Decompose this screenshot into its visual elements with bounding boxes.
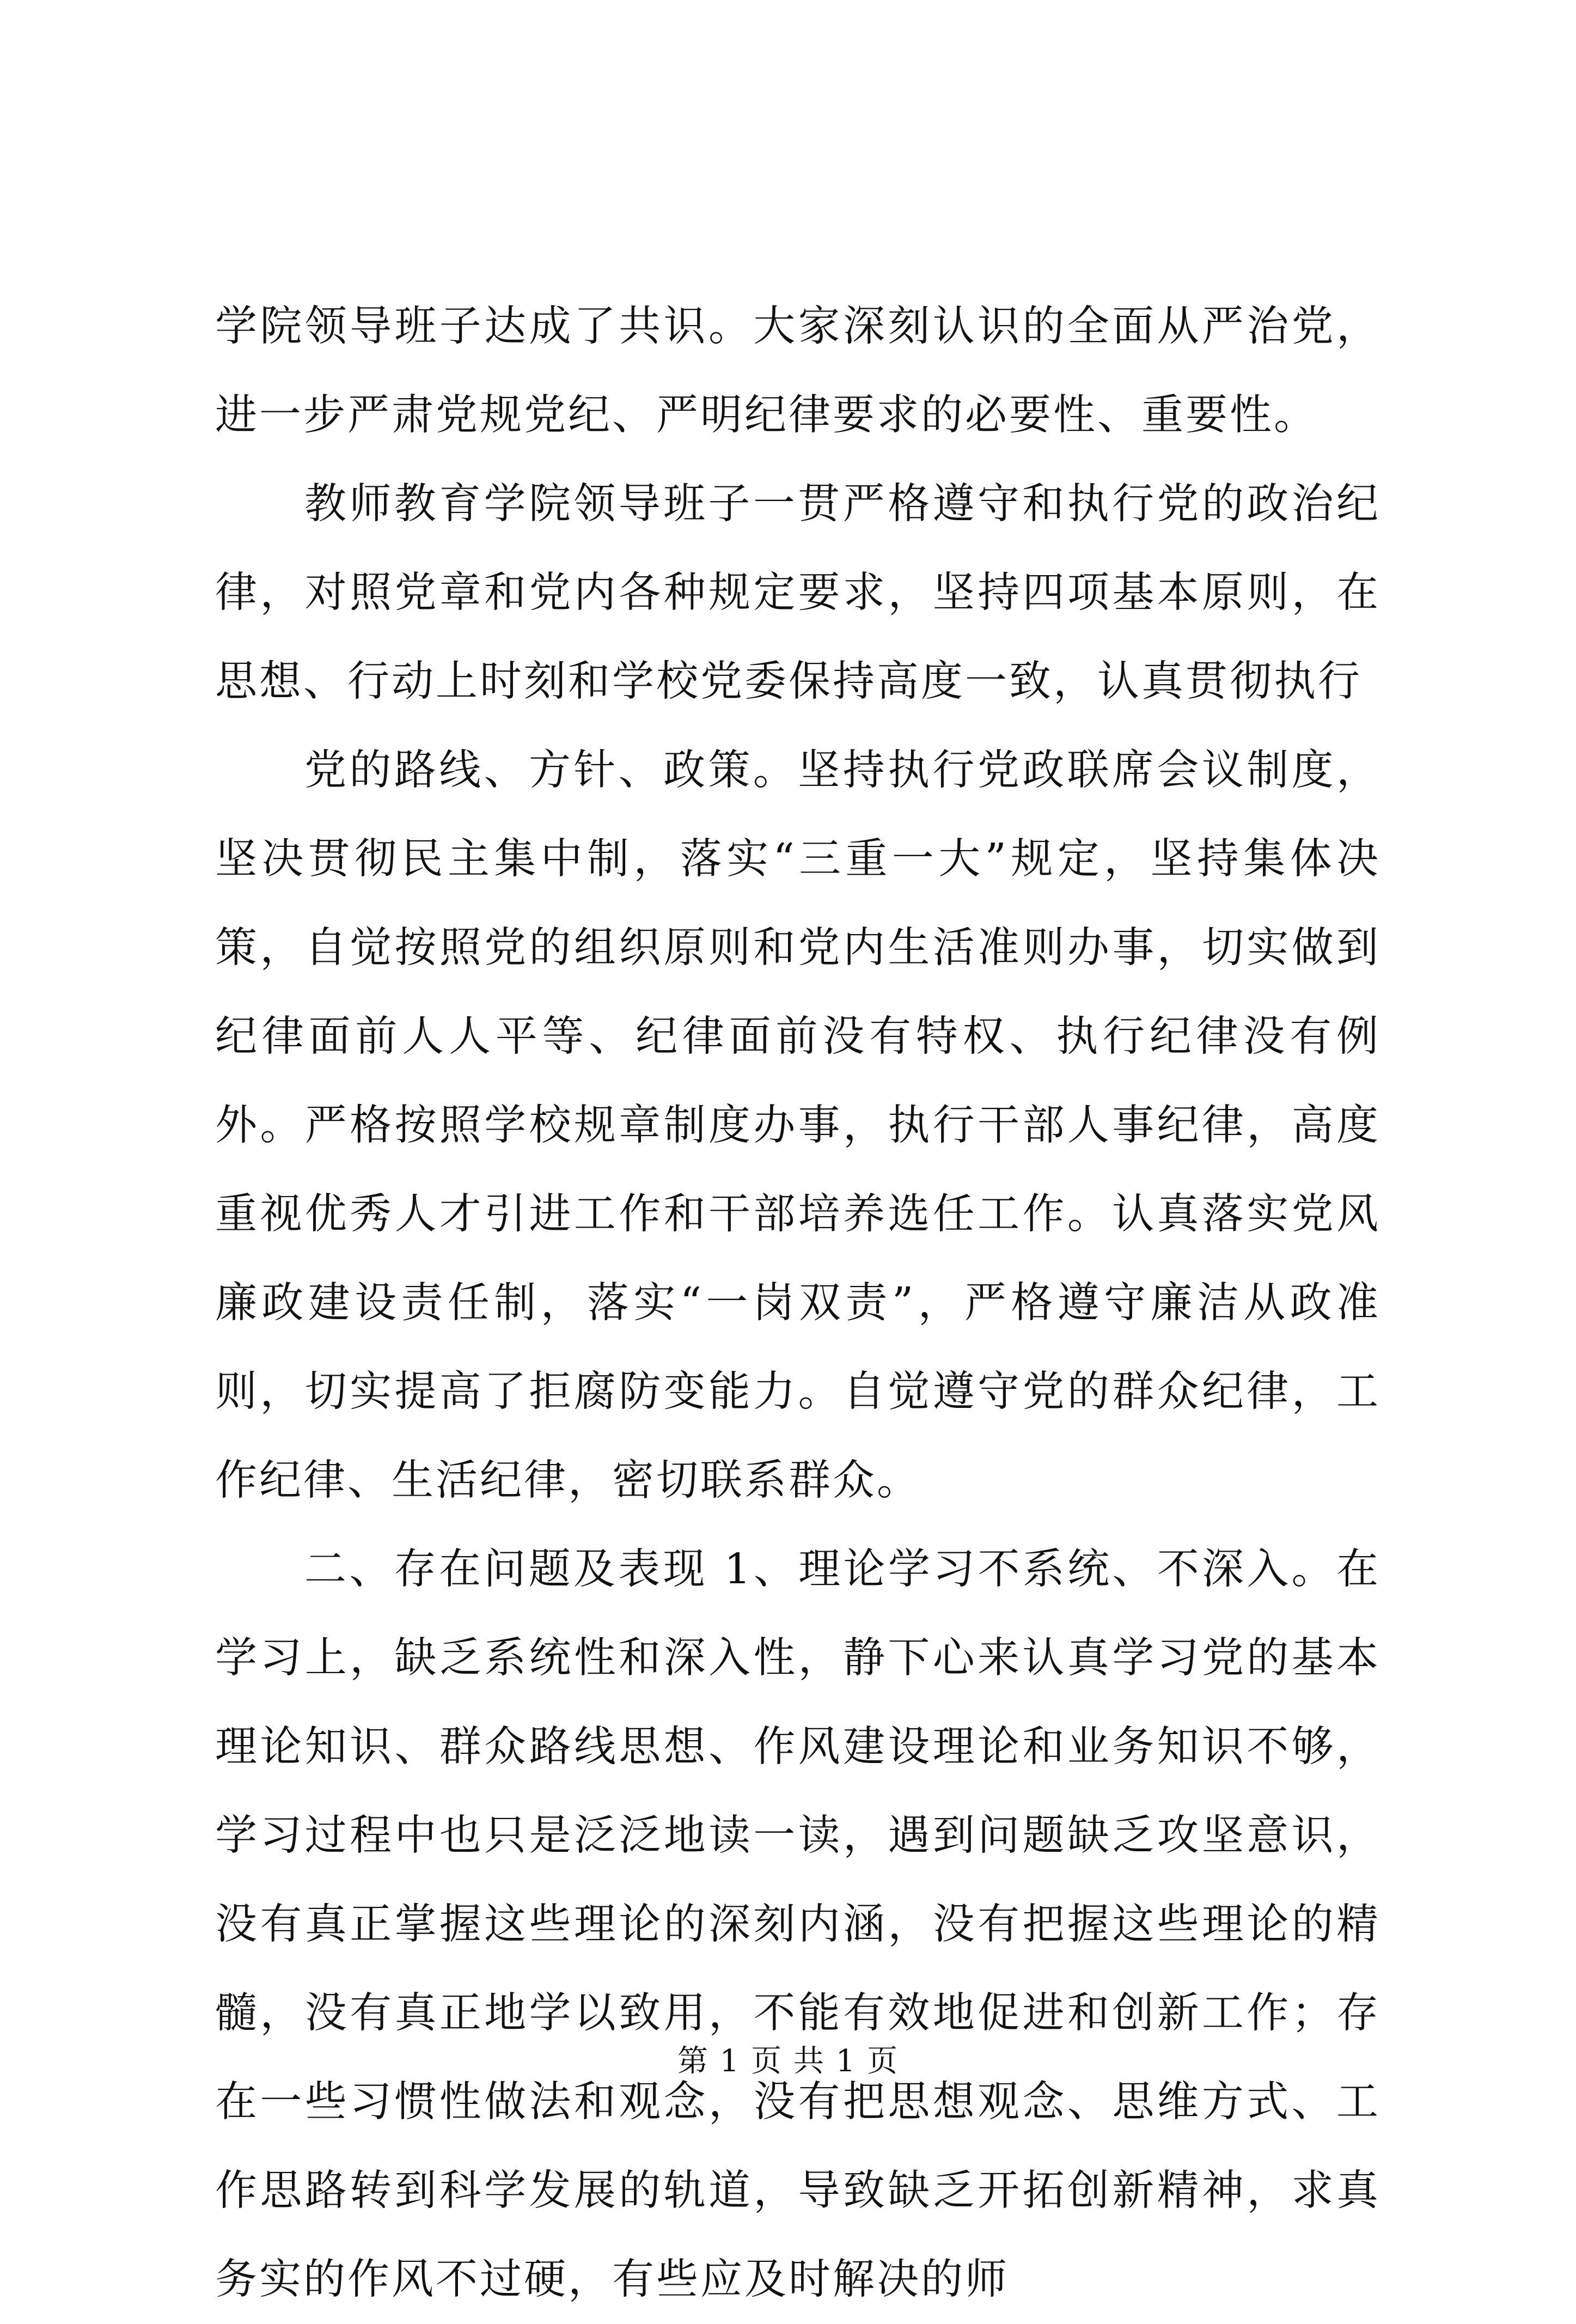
paragraph-3: 党的路线、方针、政策。坚持执行党政联席会议制度，坚决贯彻民主集中制，落实“三重一大”规定，坚持集体决策，自觉按照党的组织原则和党内生活准则办事，切实做到纪律面前人人平等、纪律面前没有特权、执行纪律没有例外。严格按照学校规章制度办事，执行干部人事纪律，高度重视优秀人才引进工作和干部培养选任工作。认真落实党风廉政建设责任制，落实“一岗双责”，严格遵守廉洁从政准则，切实提高了拒腐防变能力。自觉遵守党的群众纪律，工作纪律、生活纪律，密切联系群众。 bbox=[215, 746, 1380, 1505]
page-footer: 第 1 页 共 1 页 bbox=[677, 2044, 899, 2079]
paragraph-4: 二、存在问题及表现 1、理论学习不系统、不深入。在学习上，缺乏系统性和深入性，静下心来认真学习党的基本理论知识、群众路线思想、作风建设理论和业务知识不够，学习过程中也只是泛泛地读一读，遇到问题缺乏攻坚意识，没有真正掌握这些理论的深刻内涵，没有把握这些理论的精髓，没有真正地学以致用，不能有效地促进和创新工作；存在一些习惯性做法和观念，没有把思想观念、思维方式、工作思路转到科学发展的轨道，导致缺乏开拓创新精神，求真务实的作风不过硬，有些应及时解决的师 bbox=[215, 1545, 1380, 2304]
document-body bbox=[215, 282, 1380, 2324]
paragraph-1: 学院领导班子达成了共识。大家深刻认识的全面从严治党，进一步严肃党规党纪、严明纪律要求的必要性、重要性。 bbox=[215, 302, 1380, 440]
paragraph-2: 教师教育学院领导班子一贯严格遵守和执行党的政治纪律，对照党章和党内各种规定要求，坚持四项基本原则，在思想、行动上时刻和学校党委保持高度一致，认真贯彻执行 bbox=[215, 480, 1380, 706]
